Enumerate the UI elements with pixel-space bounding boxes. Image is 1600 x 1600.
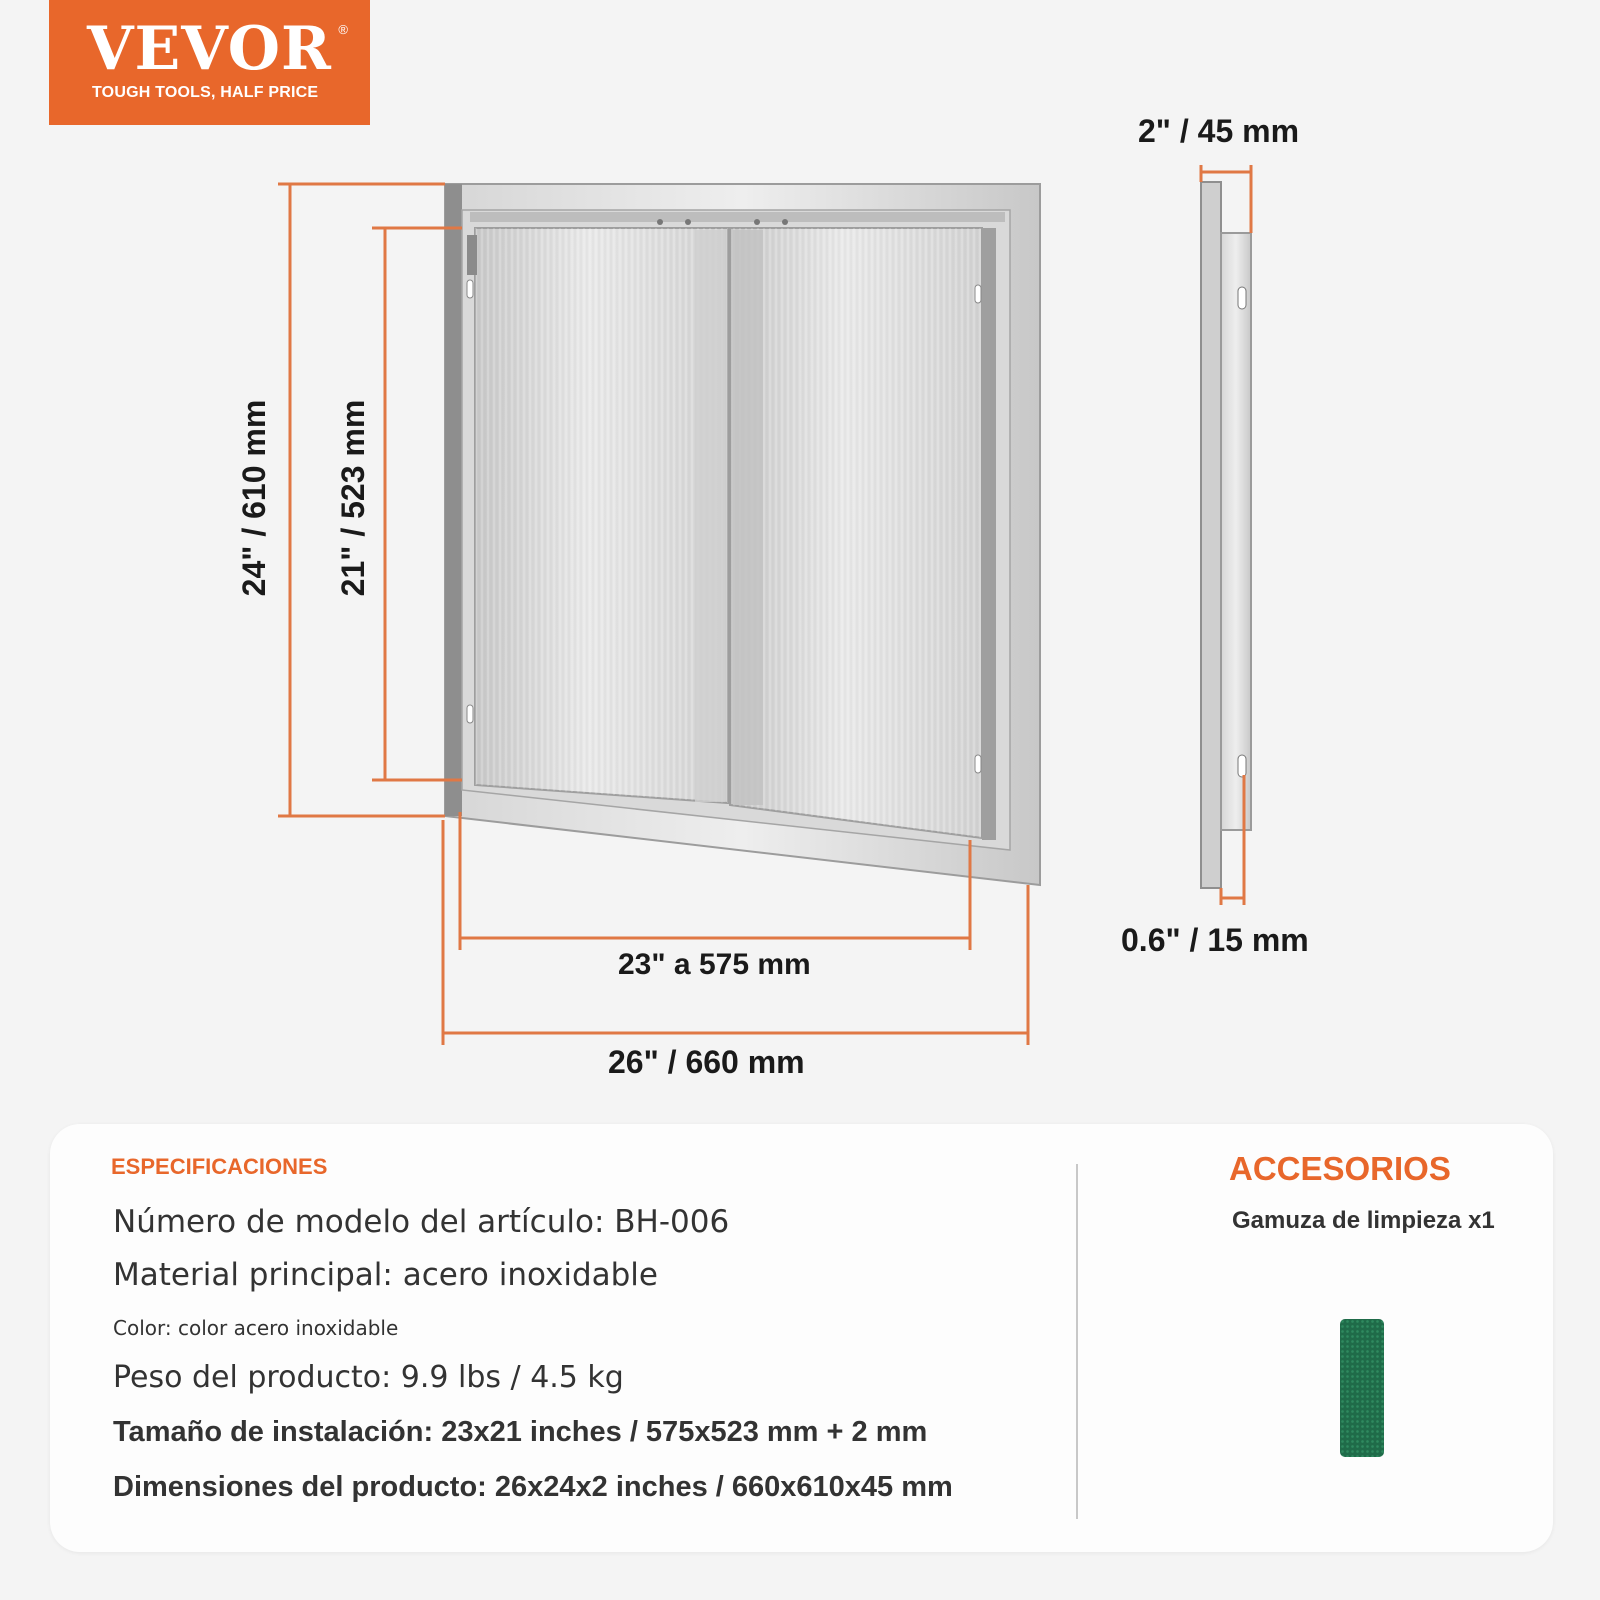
spec-color: Color: color acero inoxidable [113, 1316, 399, 1340]
spec-weight: Peso del producto: 9.9 lbs / 4.5 kg [113, 1360, 624, 1395]
brand-tagline: TOUGH TOOLS, HALF PRICE [92, 84, 319, 101]
right-door-panel [730, 228, 996, 840]
spec-card [50, 1124, 1553, 1552]
left-door-panel [467, 228, 728, 803]
depth-label: 2" / 45 mm [1138, 113, 1300, 149]
cleaning-pad-image [1340, 1319, 1384, 1457]
specs-heading: ESPECIFICACIONES [111, 1154, 328, 1179]
brand-name: VEVOR [87, 14, 332, 84]
spec-model: Número de modelo del artículo: BH-006 [113, 1204, 730, 1240]
spec-product-size: Dimensiones del producto: 26x24x2 inches / 660x610x45 mm [113, 1471, 953, 1503]
outer-height-label: 24" / 610 mm [236, 399, 272, 597]
card-divider [1076, 1164, 1078, 1519]
accessories-heading: ACCESORIOS [1229, 1150, 1451, 1187]
spec-material: Material principal: acero inoxidable [113, 1257, 658, 1293]
inner-height-label: 21" / 523 mm [335, 399, 371, 597]
registered-mark: ® [338, 22, 348, 37]
spec-install-size: Tamaño de instalación: 23x21 inches / 575x523 mm + 2 mm [113, 1416, 928, 1448]
outer-width-label: 26" / 660 mm [608, 1044, 805, 1080]
inner-width-label: 23" a 575 mm [618, 948, 811, 981]
accessory-item: Gamuza de limpieza x1 [1232, 1207, 1495, 1234]
flange-label: 0.6" / 15 mm [1121, 922, 1309, 958]
